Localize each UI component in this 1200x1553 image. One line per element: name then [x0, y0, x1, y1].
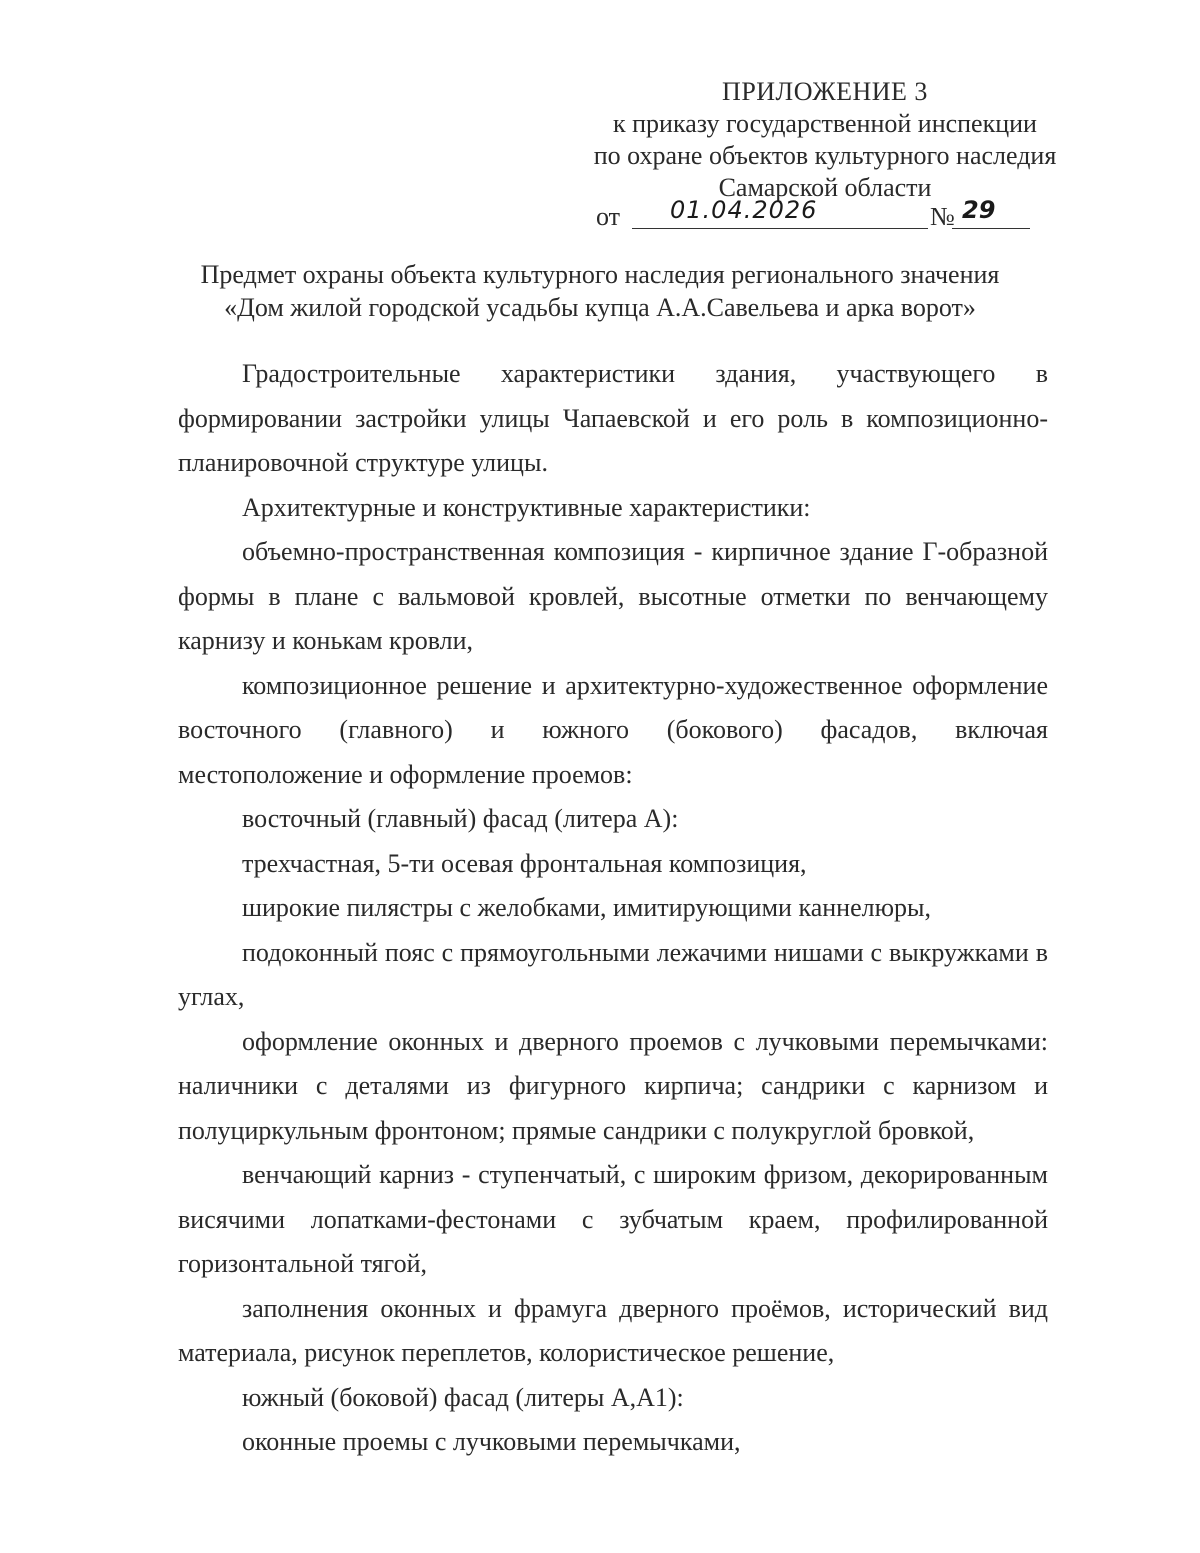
- title-line-1: Предмет охраны объекта культурного наследия регионального значения: [200, 260, 1000, 289]
- date-underline: [632, 228, 928, 229]
- appendix-heading: ПРИЛОЖЕНИЕ 3: [722, 77, 928, 106]
- number-underline: [952, 228, 1030, 229]
- title-line-2: «Дом жилой городской усадьбы купца А.А.Савельева и арка ворот»: [224, 293, 976, 322]
- paragraph: заполнения оконных и фрамуга дверного проёмов, исторический вид материала, рисунок переплетов, колористическое решение,: [178, 1293, 1048, 1367]
- paragraph: трехчастная, 5-ти осевая фронтальная композиция,: [242, 848, 807, 878]
- paragraph: подоконный пояс с прямоугольными лежачими нишами с выкружками в углах,: [178, 937, 1048, 1011]
- appendix-line-1: к приказу государственной инспекции: [613, 109, 1037, 138]
- paragraph: оконные проемы с лучковыми перемычками,: [242, 1427, 741, 1456]
- paragraph: объемно-пространственная композиция - кирпичное здание Г-образной формы в плане с вальмовой кровлей, высотные отметки по венчающему карнизу и конькам кровли,: [178, 537, 1048, 655]
- order-date: 01.04.2026: [670, 196, 818, 224]
- order-number: 29: [962, 196, 996, 224]
- appendix-line-2: по охране объектов культурного наследия: [593, 141, 1057, 170]
- paragraph: широкие пилястры с желобками, имитирующими каннелюры,: [242, 893, 931, 922]
- from-label: от: [596, 202, 621, 231]
- paragraph: Градостроительные характеристики здания, участвующего в формировании застройки улицы Чапаевской и его роль в композиционно-планировочной структуре улицы.: [178, 359, 1048, 477]
- paragraph: южный (боковой) фасад (литеры А,А1):: [242, 1382, 684, 1412]
- paragraph: восточный (главный) фасад (литера А):: [242, 804, 679, 833]
- paragraph: венчающий карниз - ступенчатый, с широким фризом, декорированным висячими лопатками-фестонами с зубчатым краем, профилированной горизонтальной тягой,: [178, 1160, 1048, 1278]
- paragraph: оформление оконных и дверного проемов с лучковыми перемычками: наличники с деталями из фигурного кирпича; сандрики с карнизом и полуциркульным фронтоном; прямые сандрики с полукруглой бровкой,: [178, 1026, 1048, 1145]
- appendix-line-3: Самарской области: [718, 173, 932, 202]
- document-title: [150, 258, 1050, 324]
- order-date-line: [596, 198, 1046, 232]
- number-label: №: [930, 202, 955, 231]
- paragraph: Архитектурные и конструктивные характеристики:: [242, 492, 811, 522]
- appendix-header: [560, 76, 1090, 204]
- document-body: [178, 352, 1048, 1465]
- paragraph: композиционное решение и архитектурно-художественное оформление восточного (главного) и южного (бокового) фасадов, включая местоположение и оформление проемов:: [178, 670, 1048, 789]
